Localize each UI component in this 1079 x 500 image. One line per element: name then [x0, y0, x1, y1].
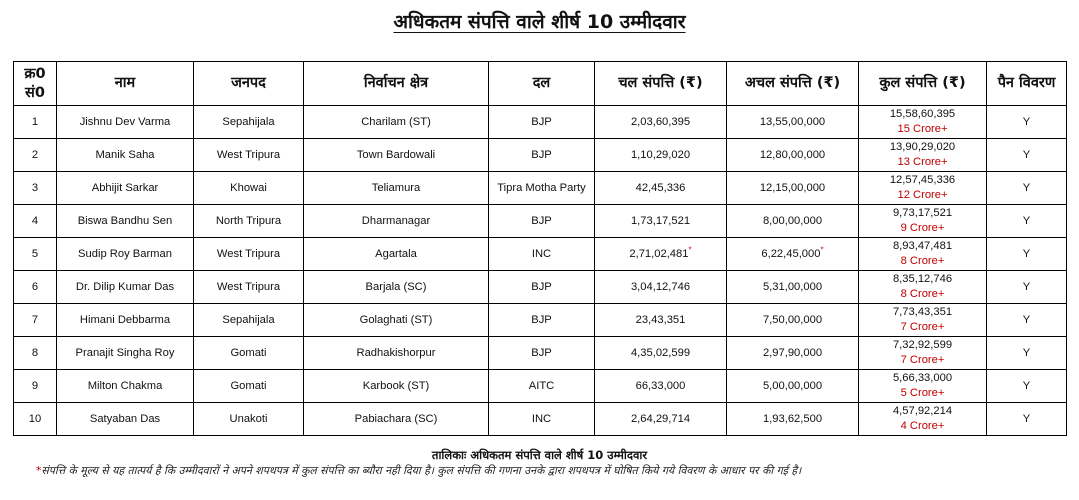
- cell-pan: Y: [987, 271, 1067, 304]
- cell-constituency: Barjala (SC): [304, 271, 489, 304]
- table-row: [14, 172, 1067, 205]
- cell-movable-assets: [595, 139, 727, 172]
- cell-party: BJP: [489, 304, 595, 337]
- total-value: 15,58,60,395: [889, 108, 956, 120]
- table-caption: तालिकाः अधिकतम संपत्ति वाले शीर्ष 10 उम्मीदवार: [431, 448, 648, 462]
- movable-value: 2,03,60,395: [630, 115, 691, 128]
- cell-district: Sepahijala: [194, 106, 304, 139]
- total-value: 7,73,43,351: [892, 306, 953, 318]
- cell-constituency: Dharmanagar: [304, 205, 489, 238]
- immovable-value: 5,31,00,000: [762, 280, 823, 293]
- table-row: [14, 238, 1067, 271]
- cell-constituency: Town Bardowali: [304, 139, 489, 172]
- movable-value: 42,45,336: [635, 181, 686, 194]
- cell-total-assets: [859, 370, 987, 403]
- crore-label: 8 Crore+: [900, 255, 945, 267]
- immovable-value: 5,00,00,000: [762, 379, 823, 392]
- crore-label: 13 Crore+: [897, 156, 948, 168]
- cell-immovable-assets: [727, 172, 859, 205]
- crore-label: 7 Crore+: [900, 354, 945, 366]
- table-row: [14, 337, 1067, 370]
- cell-total-assets: [859, 403, 987, 436]
- crore-label: 15 Crore+: [897, 123, 948, 135]
- cell-pan: Y: [987, 172, 1067, 205]
- cell-district: Khowai: [194, 172, 304, 205]
- immovable-value: 13,55,00,000: [759, 115, 826, 128]
- cell-pan: Y: [987, 304, 1067, 337]
- header-total-assets: कुल संपत्ति (₹): [859, 62, 987, 106]
- cell-movable-assets: [595, 403, 727, 436]
- cell-total-assets: [859, 106, 987, 139]
- crore-label: 9 Crore+: [900, 222, 945, 234]
- cell-immovable-assets: [727, 205, 859, 238]
- crore-label: 5 Crore+: [900, 387, 945, 399]
- header-party: दल: [489, 62, 595, 106]
- cell-immovable-assets: [727, 238, 859, 271]
- total-value: 12,57,45,336: [889, 174, 956, 186]
- cell-name: Himani Debbarma: [57, 304, 194, 337]
- cell-sno: 8: [14, 337, 57, 370]
- immovable-value: 7,50,00,000: [762, 313, 823, 326]
- table-row: [14, 304, 1067, 337]
- header-row: [14, 62, 1067, 106]
- movable-value: 66,33,000: [635, 379, 686, 392]
- cell-total-assets: [859, 139, 987, 172]
- cell-district: Gomati: [194, 337, 304, 370]
- movable-value: 2,71,02,481: [629, 247, 689, 260]
- cell-party: AITC: [489, 370, 595, 403]
- crore-label: 8 Crore+: [900, 288, 945, 300]
- cell-pan: Y: [987, 205, 1067, 238]
- cell-sno: 9: [14, 370, 57, 403]
- cell-movable-assets: [595, 304, 727, 337]
- cell-sno: 3: [14, 172, 57, 205]
- crore-label: 7 Crore+: [900, 321, 945, 333]
- table-row: [14, 139, 1067, 172]
- immovable-value: 2,97,90,000: [762, 346, 823, 359]
- cell-pan: Y: [987, 139, 1067, 172]
- crore-label: 12 Crore+: [897, 189, 948, 201]
- cell-immovable-assets: [727, 304, 859, 337]
- cell-movable-assets: [595, 172, 727, 205]
- cell-movable-assets: [595, 205, 727, 238]
- cell-sno: 4: [14, 205, 57, 238]
- cell-party: BJP: [489, 139, 595, 172]
- total-value: 5,66,33,000: [892, 372, 953, 384]
- cell-name: Manik Saha: [57, 139, 194, 172]
- cell-immovable-assets: [727, 106, 859, 139]
- cell-party: BJP: [489, 106, 595, 139]
- cell-name: Satyaban Das: [57, 403, 194, 436]
- footnote-star: *: [36, 464, 42, 477]
- cell-total-assets: [859, 271, 987, 304]
- cell-constituency: Agartala: [304, 238, 489, 271]
- cell-movable-assets: [595, 106, 727, 139]
- cell-district: North Tripura: [194, 205, 304, 238]
- movable-value: 4,35,02,599: [630, 346, 691, 359]
- immovable-asterisk-mark: *: [820, 244, 824, 254]
- movable-value: 3,04,12,746: [630, 280, 691, 293]
- cell-constituency: Karbook (ST): [304, 370, 489, 403]
- cell-name: Milton Chakma: [57, 370, 194, 403]
- table-row: [14, 205, 1067, 238]
- cell-pan: Y: [987, 106, 1067, 139]
- header-constituency: निर्वाचन क्षेत्र: [304, 62, 489, 106]
- cell-district: Gomati: [194, 370, 304, 403]
- assets-table: [13, 61, 1067, 436]
- header-pan: पैन विवरण: [987, 62, 1067, 106]
- cell-movable-assets: [595, 271, 727, 304]
- total-value: 7,32,92,599: [892, 339, 953, 351]
- cell-party: Tipra Motha Party: [489, 172, 595, 205]
- table-row: [14, 370, 1067, 403]
- header-sno: क्र0 सं0: [14, 62, 57, 106]
- table-row: [14, 271, 1067, 304]
- cell-district: Sepahijala: [194, 304, 304, 337]
- page-title-text: अधिकतम संपत्ति वाले शीर्ष 10 उम्मीदवार: [393, 11, 686, 33]
- cell-constituency: Teliamura: [304, 172, 489, 205]
- cell-total-assets: [859, 172, 987, 205]
- crore-label: 4 Crore+: [900, 420, 945, 432]
- cell-party: INC: [489, 403, 595, 436]
- cell-constituency: Golaghati (ST): [304, 304, 489, 337]
- header-name: नाम: [57, 62, 194, 106]
- total-value: 9,73,17,521: [892, 207, 953, 219]
- cell-district: West Tripura: [194, 139, 304, 172]
- cell-pan: Y: [987, 337, 1067, 370]
- total-value: 8,93,47,481: [892, 240, 953, 252]
- total-value: 13,90,29,020: [889, 141, 956, 153]
- cell-sno: 6: [14, 271, 57, 304]
- cell-name: Jishnu Dev Varma: [57, 106, 194, 139]
- cell-constituency: Pabiachara (SC): [304, 403, 489, 436]
- cell-constituency: Charilam (ST): [304, 106, 489, 139]
- cell-name: Pranajit Singha Roy: [57, 337, 194, 370]
- cell-party: INC: [489, 238, 595, 271]
- table-row: [14, 106, 1067, 139]
- cell-immovable-assets: [727, 139, 859, 172]
- cell-total-assets: [859, 304, 987, 337]
- immovable-value: 12,15,00,000: [759, 181, 826, 194]
- cell-sno: 7: [14, 304, 57, 337]
- total-value: 8,35,12,746: [892, 273, 953, 285]
- cell-name: Abhijit Sarkar: [57, 172, 194, 205]
- cell-pan: Y: [987, 403, 1067, 436]
- cell-total-assets: [859, 238, 987, 271]
- cell-constituency: Radhakishorpur: [304, 337, 489, 370]
- movable-value: 1,10,29,020: [630, 148, 691, 161]
- immovable-value: 6,22,45,000: [761, 247, 821, 260]
- cell-sno: 10: [14, 403, 57, 436]
- cell-name: Sudip Roy Barman: [57, 238, 194, 271]
- movable-asterisk-mark: *: [688, 244, 692, 254]
- cell-pan: Y: [987, 370, 1067, 403]
- cell-total-assets: [859, 205, 987, 238]
- footnote-text: संपत्ति के मूल्य से यह तात्पर्य है कि उम्मीदवारों ने अपने शपथपत्र में कुल संपत्ति का ब्यौरा नही दिया है। कुल संपत्ति की गणना उनके द्वारा शपथपत्र में घोषित किये गये विवरण के आधार पर की गई है।: [41, 464, 802, 477]
- cell-total-assets: [859, 337, 987, 370]
- cell-sno: 1: [14, 106, 57, 139]
- cell-name: Biswa Bandhu Sen: [57, 205, 194, 238]
- cell-immovable-assets: [727, 403, 859, 436]
- header-immovable-assets: अचल संपत्ति (₹): [727, 62, 859, 106]
- immovable-value: 1,93,62,500: [762, 412, 823, 425]
- cell-sno: 5: [14, 238, 57, 271]
- cell-immovable-assets: [727, 337, 859, 370]
- footnote: [36, 463, 1066, 478]
- cell-party: BJP: [489, 271, 595, 304]
- cell-district: Unakoti: [194, 403, 304, 436]
- immovable-value: 12,80,00,000: [759, 148, 826, 161]
- immovable-value: 8,00,00,000: [762, 214, 823, 227]
- cell-movable-assets: [595, 337, 727, 370]
- cell-pan: Y: [987, 238, 1067, 271]
- movable-value: 1,73,17,521: [630, 214, 691, 227]
- movable-value: 23,43,351: [635, 313, 686, 326]
- cell-movable-assets: [595, 238, 727, 271]
- cell-immovable-assets: [727, 370, 859, 403]
- cell-sno: 2: [14, 139, 57, 172]
- cell-movable-assets: [595, 370, 727, 403]
- cell-district: West Tripura: [194, 238, 304, 271]
- page-title: [0, 8, 1079, 34]
- cell-name: Dr. Dilip Kumar Das: [57, 271, 194, 304]
- cell-party: BJP: [489, 205, 595, 238]
- header-district: जनपद: [194, 62, 304, 106]
- cell-district: West Tripura: [194, 271, 304, 304]
- total-value: 4,57,92,214: [892, 405, 953, 417]
- movable-value: 2,64,29,714: [630, 412, 691, 425]
- cell-party: BJP: [489, 337, 595, 370]
- cell-immovable-assets: [727, 271, 859, 304]
- table-row: [14, 403, 1067, 436]
- header-movable-assets: चल संपत्ति (₹): [595, 62, 727, 106]
